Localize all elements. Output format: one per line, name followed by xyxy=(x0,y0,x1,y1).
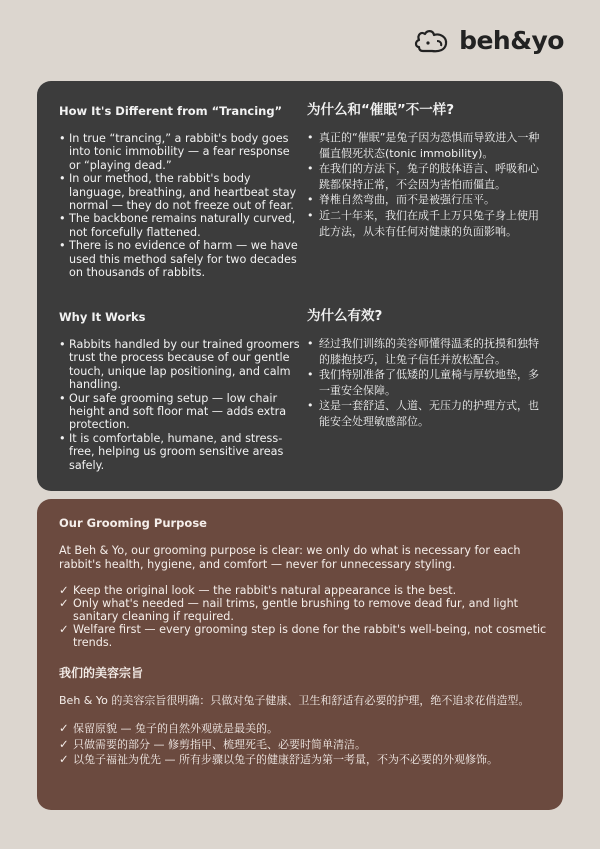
check-icon: ✓ xyxy=(59,622,69,636)
purpose-section-en xyxy=(59,515,549,649)
trancing-title-zh: 为什么和“催眠”不一样? xyxy=(307,102,455,118)
trancing-section-zh xyxy=(307,102,545,239)
purpose-checklist-en xyxy=(59,584,549,649)
check-icon: ✓ xyxy=(59,583,69,597)
purpose-checklist-zh xyxy=(59,721,549,768)
list-item: ✓ 以兔子福祉为优先 — 所有步骤以兔子的健康舒适为第一考量，不为不必要的外观修饰。 xyxy=(59,752,498,767)
list-item: ✓ Keep the original look — the rabbit's natural appearance is the best. xyxy=(59,583,457,597)
list-item: ✓ 保留原貌 — 兔子的自然外观就是最美的。 xyxy=(59,721,278,735)
trancing-title-en: How It's Different from “Trancing” xyxy=(59,104,283,118)
list-item: • It is comfortable, humane, and stress-free, helping us groom sensitive areas safely. xyxy=(59,432,301,472)
works-section-en xyxy=(59,309,301,472)
works-list-zh xyxy=(307,336,545,430)
check-icon: ✓ xyxy=(59,721,69,735)
trancing-list-en xyxy=(59,132,301,279)
brand-name: beh&yo xyxy=(459,26,564,55)
list-item: • 这是一套舒适、人道、无压力的护理方式，也能安全处理敏感部位。 xyxy=(307,398,545,429)
list-item: • The backbone remains naturally curved, not forcefully flattened. xyxy=(59,212,301,239)
list-item: ✓ Welfare first — every grooming step is done for the rabbit's well-being, not cosmetic trends. xyxy=(59,622,547,649)
works-list-en xyxy=(59,338,301,472)
list-item: • In our method, the rabbit's body language, breathing, and heartbeat stay normal — they do not freeze out of fear. xyxy=(59,172,301,212)
list-item: • 脊椎自然弯曲，而不是被强行压平。 xyxy=(307,192,545,208)
list-item: • 真正的“催眠”是兔子因为恐惧而导致进入一种僵直假死状态(tonic immobility)。 xyxy=(307,130,545,161)
list-item: • 我们特别准备了低矮的儿童椅与厚软地垫，多一重安全保障。 xyxy=(307,367,545,398)
list-item: • Rabbits handled by our trained groomers trust the process because of our gentle touch, unique lap positioning, and calm handling. xyxy=(59,338,301,392)
list-item: ✓ 只做需要的部分 — 修剪指甲、梳理死毛、必要时简单清洁。 xyxy=(59,736,366,751)
purpose-card xyxy=(37,499,563,810)
purpose-section-zh xyxy=(59,665,549,768)
check-icon: ✓ xyxy=(59,596,69,610)
check-icon: ✓ xyxy=(59,736,69,751)
method-card xyxy=(37,81,563,491)
list-item: • Our safe grooming setup — low chair height and soft floor mat — adds extra protection. xyxy=(59,392,301,432)
list-item: • 在我们的方法下，兔子的肢体语言、呼吸和心跳都保持正常，不会因为害怕而僵直。 xyxy=(307,161,545,192)
works-title-en: Why It Works xyxy=(59,310,146,324)
list-item: • 近二十年来，我们在成千上万只兔子身上使用此方法，从未有任何对健康的负面影响。 xyxy=(307,208,545,239)
trancing-list-zh xyxy=(307,130,545,239)
list-item: • There is no evidence of harm — we have used this method safely for two decades on thousands of rabbits. xyxy=(59,239,301,279)
list-item: • In true “trancing,” a rabbit's body goes into tonic immobility — a fear response or “playing dead.” xyxy=(59,132,301,172)
list-item: ✓ Only what's needed — nail trims, gentle brushing to remove dead fur, and light sanitary cleaning if required. xyxy=(59,596,519,623)
brand-logo xyxy=(413,26,564,55)
list-item: • 经过我们训练的美容师懂得温柔的抚摸和独特的膝抱技巧，让兔子信任并放松配合。 xyxy=(307,336,545,367)
purpose-title-en: Our Grooming Purpose xyxy=(59,516,207,530)
purpose-intro-zh: Beh & Yo 的美容宗旨很明确：只做对兔子健康、卫生和舒适有必要的护理，绝不追求花俏造型。 xyxy=(59,694,530,707)
works-section-zh xyxy=(307,308,545,430)
check-icon: ✓ xyxy=(59,752,69,767)
purpose-title-zh: 我们的美容宗旨 xyxy=(59,666,144,680)
trancing-section-en xyxy=(59,103,301,279)
bunny-icon xyxy=(413,27,453,55)
works-title-zh: 为什么有效? xyxy=(307,308,383,324)
purpose-intro-en: At Beh & Yo, our grooming purpose is clear: we only do what is necessary for each rabbit's health, hygiene, and comfort — never for unnecessary styling. xyxy=(59,544,521,571)
